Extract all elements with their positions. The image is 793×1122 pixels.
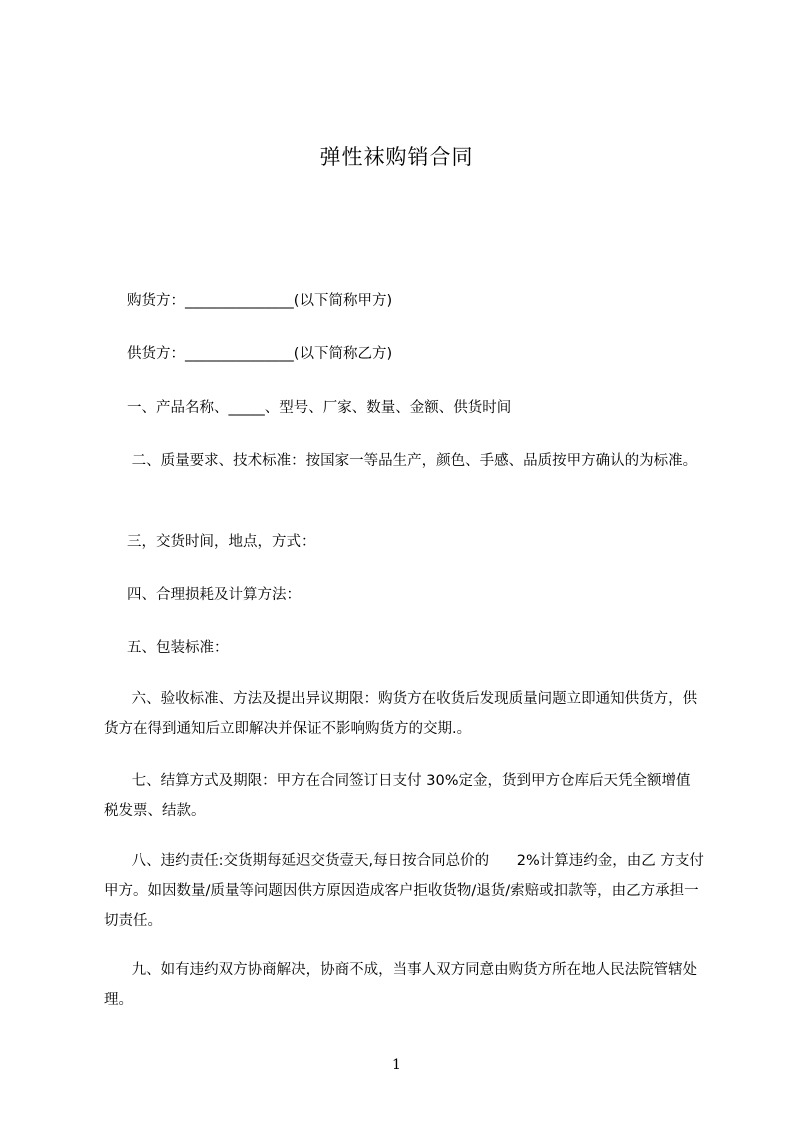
page-title: 弹性袜购销合同	[319, 145, 474, 169]
paragraph-clause-2: 二、质量要求、技术标准：按国家一等品生产，颜色、手感、品质按甲方确认的为标准。	[104, 453, 698, 469]
paragraph-clause-6: 六、验收标准、方法及提出异议期限：购货方在收货后发现质量问题立即通知供货方，供货方在得到通知后立即解决并保证不影响购货方的交期.。	[104, 691, 698, 737]
paragraph-supplier: 供货方：_______________(以下简称乙方)	[104, 346, 393, 362]
paragraph-clause-3: 三，交货时间，地点，方式：	[104, 534, 316, 550]
paragraph-clause-9: 九、如有违约双方协商解决，协商不成，当事人双方同意由购货方所在地人民法院管辖处理。	[104, 962, 698, 1008]
paragraph-clause-1: 一、产品名称、_____、型号、厂家、数量、金额、供货时间	[104, 400, 512, 416]
paragraph-clause-4: 四、合理损耗及计算方法：	[104, 587, 302, 603]
paragraph-buyer: 购货方：_______________(以下简称甲方)	[104, 293, 393, 309]
page-number: 1	[392, 1057, 401, 1073]
paragraph-clause-8: 八、违约责任:交货期每延迟交货壹天,每日按合同总价的 2%计算违约金，由乙 方支付甲方。如因数量/质量等问题因供方原因造成客户拒收货物/退货/索赔或扣款等，由乙方承担一切责任。	[104, 853, 704, 929]
paragraph-clause-7: 七、结算方式及期限：甲方在合同签订日支付 30%定金，货到甲方仓库后天凭全额增值税发票、结款。	[104, 773, 691, 819]
paragraph-clause-5: 五、包装标准：	[104, 640, 229, 656]
